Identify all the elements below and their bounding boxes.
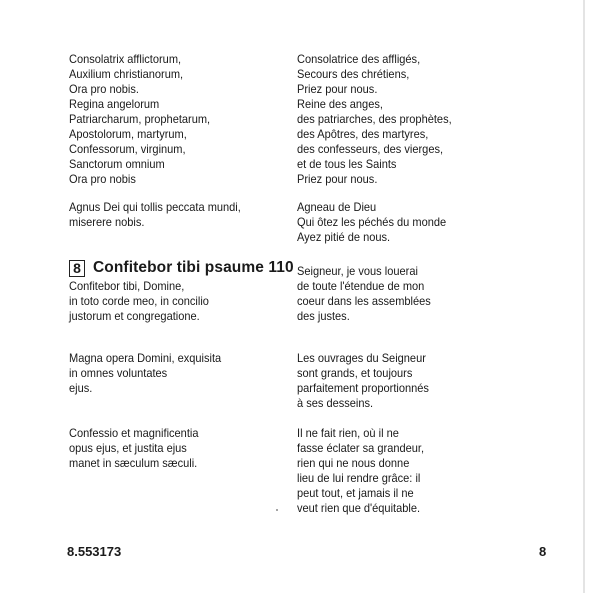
text-line: sont grands, et toujours: [297, 366, 413, 380]
psalm-latin-1: [69, 279, 221, 324]
text-line: lieu de lui rendre grâce: il: [297, 471, 421, 485]
text-line: des patriarches, des prophètes,: [297, 112, 452, 126]
latin-block-1: [69, 52, 222, 187]
text-line: Ora pro nobis.: [69, 82, 139, 96]
text-line: in omnes voluntates: [69, 366, 168, 380]
text-line: manet in sæculum sæculi.: [69, 456, 198, 470]
text-line: Confessorum, virginum,: [69, 142, 186, 156]
text-line: Confitebor tibi, Domine,: [69, 279, 185, 293]
text-line: Regina angelorum: [69, 97, 160, 111]
text-line: Priez pour nous.: [297, 172, 378, 186]
text-line: Apostolorum, martyrum,: [69, 127, 187, 141]
psalm-latin-2: [69, 351, 234, 396]
section-title: Confitebor tibi psaume 110: [93, 259, 294, 276]
text-line: Consolatrix afflictorum,: [69, 52, 182, 66]
text-line: Patriarcharum, prophetarum,: [69, 112, 211, 126]
text-line: miserere nobis.: [69, 215, 145, 229]
text-line: Magna opera Domini, exquisita: [69, 351, 222, 365]
text-line: ejus.: [69, 381, 93, 395]
text-line: Priez pour nous.: [297, 82, 378, 96]
text-line: coeur dans les assemblées: [297, 294, 431, 308]
text-line: parfaitement proportionnés: [297, 381, 429, 395]
text-line: Seigneur, je vous louerai: [297, 264, 418, 278]
print-mark: [276, 509, 278, 511]
text-line: veut rien que d'équitable.: [297, 501, 421, 515]
latin-block-2: [69, 200, 256, 230]
text-line: Reine des anges,: [297, 97, 383, 111]
text-line: Sanctorum omnium: [69, 157, 165, 171]
french-block-1: [297, 52, 465, 187]
psalm-french-3: [297, 426, 435, 516]
text-line: justorum et congregatione.: [69, 309, 200, 323]
text-line: Qui ôtez les péchés du monde: [297, 215, 447, 229]
text-line: Ayez pitié de nous.: [297, 230, 391, 244]
text-line: des Apôtres, des martyres,: [297, 127, 429, 141]
text-line: de toute l'étendue de mon: [297, 279, 425, 293]
psalm-latin-3: [69, 426, 210, 471]
catalog-number: 8.553173: [67, 544, 122, 559]
text-line: à ses desseins.: [297, 396, 374, 410]
text-line: peut tout, et jamais il ne: [297, 486, 414, 500]
text-line: Auxilium christianorum,: [69, 67, 184, 81]
text-line: Les ouvrages du Seigneur: [297, 351, 426, 365]
page-edge: [583, 0, 585, 593]
text-line: fasse éclater sa grandeur,: [297, 441, 425, 455]
text-line: des confesseurs, des vierges,: [297, 142, 444, 156]
text-line: Agnus Dei qui tollis peccata mundi,: [69, 200, 241, 214]
text-line: et de tous les Saints: [297, 157, 397, 171]
text-line: Il ne fait rien, où il ne: [297, 426, 399, 440]
text-line: in toto corde meo, in concilio: [69, 294, 209, 308]
text-line: Confessio et magnificentia: [69, 426, 199, 440]
text-line: des justes.: [297, 309, 350, 323]
page-number: 8: [539, 544, 547, 559]
text-line: Consolatrice des affligés,: [297, 52, 421, 66]
text-line: Secours des chrétiens,: [297, 67, 410, 81]
text-line: Ora pro nobis: [69, 172, 136, 186]
psalm-french-2: [297, 351, 440, 411]
text-line: rien qui ne nous donne: [297, 456, 410, 470]
psalm-french-1: [297, 264, 442, 324]
french-block-2: [297, 200, 459, 245]
text-line: Agneau de Dieu: [297, 200, 377, 214]
section-number: 8: [69, 260, 85, 277]
section-heading: [69, 259, 294, 277]
text-line: opus ejus, et justita ejus: [69, 441, 187, 455]
